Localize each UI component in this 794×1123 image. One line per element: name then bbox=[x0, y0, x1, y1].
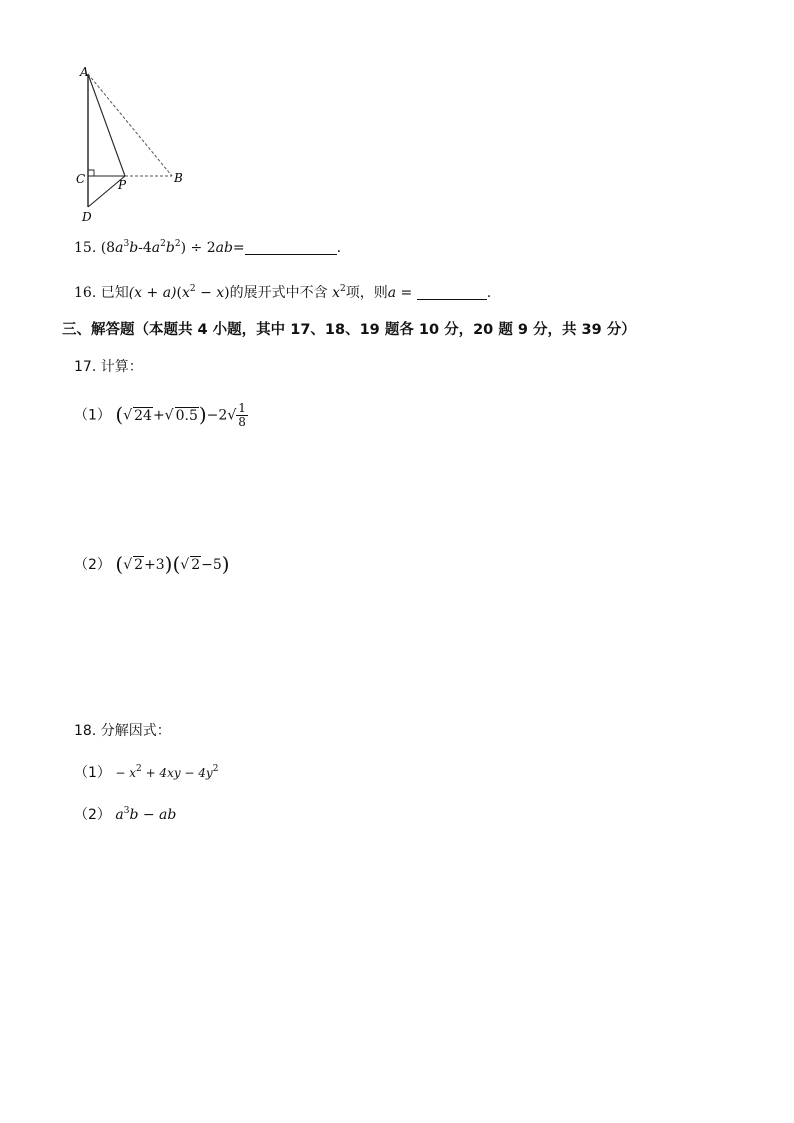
expr-part: = bbox=[396, 285, 413, 301]
radicand: 2 bbox=[134, 557, 144, 573]
label-d: D bbox=[82, 210, 92, 224]
radical-sign: √ bbox=[227, 407, 237, 424]
question-16 bbox=[74, 282, 491, 302]
operator: −5 bbox=[201, 557, 222, 573]
part-label: （2） bbox=[74, 557, 111, 573]
answer-blank[interactable] bbox=[417, 285, 487, 300]
triangle-figure bbox=[70, 62, 200, 232]
paren-close: ) bbox=[221, 552, 230, 576]
question-17-part-2 bbox=[74, 552, 230, 576]
paren-open: ( bbox=[172, 552, 181, 576]
label-p: P bbox=[118, 178, 127, 192]
expr-part: a bbox=[151, 240, 161, 256]
radical-sign: √ bbox=[123, 557, 133, 573]
question-17-part-1 bbox=[74, 402, 248, 429]
radical-sign: √ bbox=[164, 407, 174, 424]
question-18-part-2 bbox=[74, 804, 176, 824]
expr-part: (8 bbox=[100, 240, 116, 256]
expr-part: (x + a) bbox=[128, 285, 177, 301]
expr-part: a bbox=[115, 807, 124, 823]
paren-open: ( bbox=[115, 402, 124, 427]
operator: −2 bbox=[206, 407, 228, 424]
segment-ap bbox=[88, 74, 125, 176]
period: . bbox=[486, 285, 492, 301]
exponent: 2 bbox=[339, 284, 346, 294]
radicand: 0.5 bbox=[175, 407, 198, 424]
exponent: 3 bbox=[123, 239, 130, 249]
question-18-part-1 bbox=[74, 762, 218, 782]
section-3-heading: 三、解答题（本题共 4 小题，其中 17、18、19 题各 10 分，20 题 9 分，共 39 分） bbox=[62, 322, 636, 338]
operator: + bbox=[152, 407, 165, 424]
question-17-heading: 17. 计算： bbox=[74, 359, 143, 375]
part-label: （2） bbox=[74, 807, 111, 823]
label-c: C bbox=[76, 172, 86, 186]
expr-part: b bbox=[129, 240, 139, 256]
paren-open: ( bbox=[115, 552, 124, 576]
denominator: 8 bbox=[238, 415, 246, 429]
radicand: 2 bbox=[191, 557, 201, 573]
part-label: （1） bbox=[74, 407, 111, 424]
expr-part: ( bbox=[176, 285, 182, 301]
radicand: 24 bbox=[134, 407, 152, 424]
exponent: 2 bbox=[174, 239, 181, 249]
question-number: 15. bbox=[74, 240, 97, 256]
expr-part: a bbox=[387, 285, 397, 301]
expr-part: x bbox=[332, 285, 340, 301]
question-number: 16. bbox=[74, 285, 97, 301]
radical-sign: √ bbox=[123, 407, 133, 424]
expr-part: ) bbox=[180, 240, 187, 256]
expr-part: -4 bbox=[138, 240, 152, 256]
exponent: 3 bbox=[123, 806, 130, 816]
expr-part: = bbox=[232, 240, 245, 256]
operator: +3 bbox=[144, 557, 165, 573]
question-text: 已知 bbox=[100, 285, 129, 301]
paren-close: ) bbox=[164, 552, 173, 576]
question-text: 的展开式中不含 bbox=[229, 285, 328, 301]
expr-part: − x bbox=[195, 285, 225, 301]
question-text: 项，则 bbox=[345, 285, 388, 301]
expr-part: x bbox=[181, 285, 190, 301]
expr-part: ) bbox=[224, 285, 230, 301]
expr-part: a bbox=[115, 240, 124, 256]
expr-part: + 4xy − 4y bbox=[141, 766, 213, 780]
exponent: 2 bbox=[160, 239, 166, 249]
period: . bbox=[336, 240, 342, 256]
label-a: A bbox=[80, 65, 89, 79]
question-18-heading: 18. 分解因式： bbox=[74, 723, 171, 739]
answer-blank[interactable] bbox=[245, 240, 337, 255]
expr-part: − x bbox=[115, 766, 137, 780]
segment-ab-dashed bbox=[88, 74, 172, 176]
expr-part: b bbox=[165, 240, 175, 256]
exponent: 2 bbox=[212, 764, 219, 774]
expr-part: ÷ 2 bbox=[186, 240, 216, 256]
label-b: B bbox=[174, 171, 183, 185]
expr-part: ab bbox=[215, 240, 233, 256]
part-label: （1） bbox=[74, 765, 111, 781]
exponent: 2 bbox=[136, 764, 142, 774]
numerator: 1 bbox=[238, 401, 246, 415]
radical-sign: √ bbox=[180, 557, 190, 573]
fraction bbox=[236, 402, 248, 429]
paren-close: ) bbox=[198, 402, 207, 427]
question-15 bbox=[74, 240, 341, 256]
exponent: 2 bbox=[189, 284, 196, 294]
right-angle-mark bbox=[88, 170, 94, 176]
expr-part: b − ab bbox=[129, 807, 177, 823]
